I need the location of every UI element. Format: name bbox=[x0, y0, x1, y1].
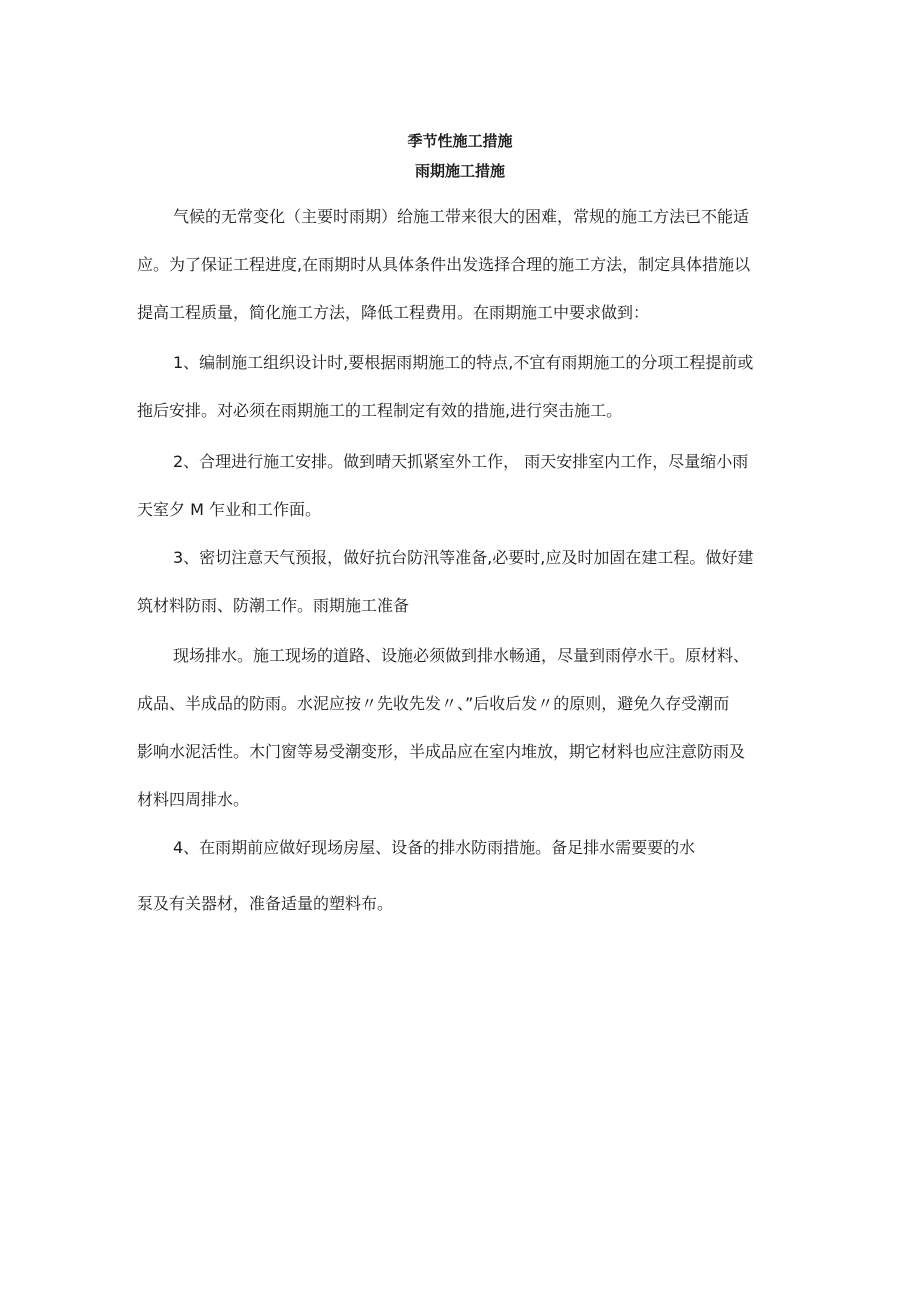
paragraph-line: 材料四周排水。 bbox=[137, 790, 250, 809]
paragraph-line: 影响水泥活性。木门窗等易受潮变形，半成品应在室内堆放，期它材料也应注意防雨及 bbox=[137, 742, 746, 761]
document-subtitle: 雨期施工措施 bbox=[414, 162, 505, 180]
paragraph-line: 泵及有关器材，准备适量的塑料布。 bbox=[137, 894, 394, 913]
paragraph-line: 天室夕 M 乍业和工作面。 bbox=[137, 500, 321, 519]
paragraph-line: 气候的无常变化（主要时雨期）给施工带来很大的困难，常规的施工方法已不能适 bbox=[173, 207, 750, 226]
paragraph-line: 成品、半成品的防雨。水泥应按〃先收先发〃、”后收后发〃的原则，避免久存受潮而 bbox=[137, 694, 730, 713]
paragraph-line: 现场排水。施工现场的道路、设施必须做到排水畅通，尽量到雨停水干。原材料、 bbox=[173, 646, 750, 665]
paragraph-line: 4、在雨期前应做好现场房屋、设备的排水防雨措施。备足排水需要要的水 bbox=[173, 838, 696, 857]
paragraph-line: 1、编制施工组织设计时,要根据雨期施工的特点,不宜有雨期施工的分项工程提前或 bbox=[173, 353, 754, 372]
paragraph-line: 应。为了保证工程进度,在雨期时从具体条件出发选择合理的施工方法，制定具体措施以 bbox=[137, 255, 751, 274]
paragraph-line: 2、合理进行施工安排。做到晴天抓紧室外工作， 雨天安排室内工作，尽量缩小雨 bbox=[173, 452, 749, 471]
paragraph-line: 提高工程质量，简化施工方法，降低工程费用。在雨期施工中要求做到： bbox=[137, 303, 650, 322]
paragraph-line: 拖后安排。对必须在雨期施工的工程制定有效的措施,进行突击施工。 bbox=[137, 401, 623, 420]
paragraph-line: 3、密切注意天气预报，做好抗台防汛等准备,必要时,应及时加固在建工程。做好建 bbox=[173, 548, 754, 567]
paragraph-line: 筑材料防雨、防潮工作。雨期施工准备 bbox=[137, 596, 410, 615]
document-title: 季节性施工措施 bbox=[407, 132, 513, 150]
